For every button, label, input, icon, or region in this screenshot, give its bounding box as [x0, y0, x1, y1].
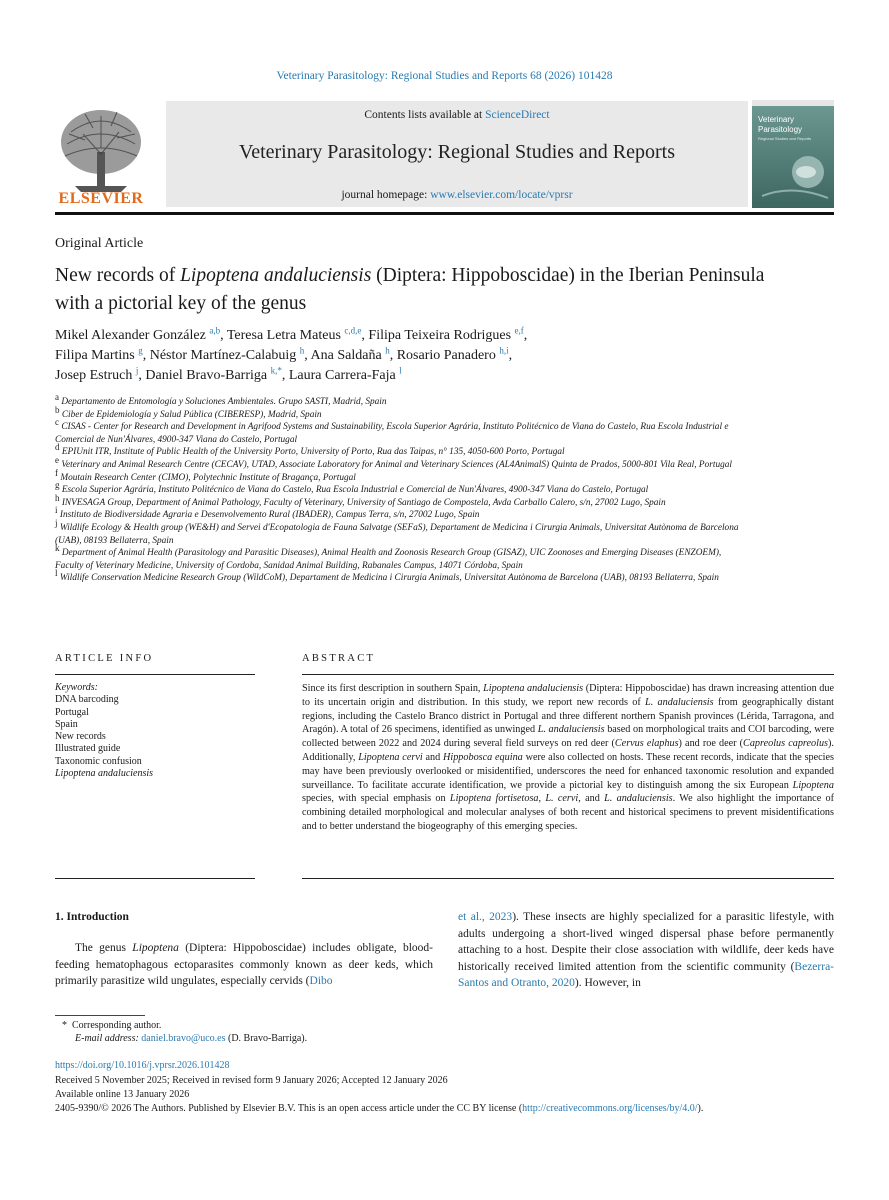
- affiliation: $^k$ Department of Animal Health (Parasitology and Parasitic Diseases), Animal Health and Zoonosis Research Group (GISAZ), UIC Zoonoses and Emerging Diseases (ENZOEM), Faculty of Veterinary Medicine, University of Cordoba, Sanidad Animal Building, Rabanales Campus, 14071 Córdoba, Spain: [55, 543, 722, 571]
- divider: [302, 878, 834, 879]
- author: Daniel Bravo-Barriga: [145, 368, 268, 383]
- affiliation: $^c$ CISAS - Center for Research and Development in Agrifood Systems and Sustainability, Escola Superior Agrária, Instituto Politécnico de Viana do Castelo, Rua Escola Industrial e Comercial de Nun'Álvares, 4900-347 Viana do Castelo, Portugal: [55, 417, 729, 445]
- author-affil-marks[interactable]: g: [138, 345, 143, 356]
- author: Teresa Letra Mateus: [226, 328, 341, 343]
- keyword: Illustrated guide: [55, 743, 121, 755]
- affiliation: $^g$ Escola Superior Agrária, Instituto Politécnico de Viana do Castelo, Rua Escola Industrial e Comercial de Nun'Álvares, 4900-347 Viana do Castelo, Portugal: [55, 480, 649, 496]
- cover-title-1: Veterinary: [758, 115, 795, 124]
- cover-subtitle: Regional Studies and Reports: [758, 136, 812, 141]
- author-affil-marks[interactable]: k,*: [270, 365, 282, 376]
- running-head[interactable]: Veterinary Parasitology: Regional Studies and Reports 68 (2026) 101428: [276, 70, 613, 82]
- body-column-right: [458, 909, 834, 992]
- affiliation: $^d$ EPIUnit ITR, Institute of Public Health of the University Porto, University of Porto, Rua das Taipas, n° 135, 4050-600 Porto, Portugal: [55, 442, 565, 458]
- author-affil-marks[interactable]: h,i: [499, 345, 509, 356]
- email-line: E-mail address: daniel.bravo@uco.es (D. Bravo-Barriga).: [75, 1033, 308, 1044]
- affiliation: $^i$ Instituto de Biodiversidade Agraria e Desenvolvemento Rural (IBADER), Campus Terra, s/n, 27002 Lugo, Spain: [55, 505, 480, 521]
- abstract-text: Since its first description in southern Spain, Lipoptena andaluciensis (Diptera: Hippoboscidae) has drawn increasing attention due to its uncertain origin and distribution. In this study, we report new records of L. andaluciensis from geographically distant regions, including the Castelo Branco district in Portugal and three different northern Spanish provinces (Lérida, Tarragona, and Aragón). A total of 26 specimens, identified as unwinged L. andaluciensis based on morphological traits and COI barcoding, were collected between 2022 and 2024 during several field surveys on red deer (Cervus elaphus) and roe deer (Capreolus capreolus). Additionally, Lipoptena cervi and Hippobosca equina were also collected on hosts. These recent records, indicate that the species may have been previously overlooked or misidentified, underscores the need for enhanced taxonomic resolution and expanded surveillance. To facilitate accurate identification, we provide a pictorial key to distinguish among the six European Lipoptena species, with special emphasis on Lipoptena fortisetosa, L. cervi, and L. andaluciensis. We also highlight the importance of combining detailed morphological and molecular analyses of both recent and historical specimens to prevent misidentifications and to better understand the biogeography of this emerging species.: [302, 683, 834, 832]
- affiliation: $^j$ Wildlife Ecology & Health group (WE&H) and Servei d'Ecopatologia de Fauna Salvatge (SEFaS), Departament de Medicina i Cirurgia Animals, Universitat Autònoma de Barcelona (UAB), 08193 Bellaterra, Spain: [55, 517, 739, 546]
- author-affil-marks[interactable]: e,f: [514, 325, 524, 336]
- keyword: New records: [55, 731, 106, 743]
- sciencedirect-link[interactable]: ScienceDirect: [485, 109, 550, 121]
- doi-link[interactable]: https://doi.org/10.1016/j.vprsr.2026.101428: [55, 1060, 230, 1071]
- author: Rosario Panadero: [396, 348, 496, 363]
- abstract-heading: ABSTRACT: [302, 653, 376, 664]
- cover-title-2: Parasitology: [758, 125, 803, 134]
- journal-title: Veterinary Parasitology: Regional Studies and Reports: [238, 141, 676, 163]
- author: Ana Saldaña: [310, 348, 382, 363]
- divider: [302, 674, 834, 675]
- divider: [55, 674, 255, 675]
- author: Filipa Teixeira Rodrigues: [368, 328, 512, 343]
- affiliation: $^f$ Moutain Research Center (CIMO), Polytechnic Institute of Bragança, Portugal: [55, 467, 356, 483]
- article-info-heading: ARTICLE INFO: [55, 653, 154, 664]
- article-dates: Received 5 November 2025; Received in revised form 9 January 2026; Accepted 12 January 2026: [55, 1075, 448, 1086]
- publisher-name: ELSEVIER: [58, 190, 144, 207]
- affiliation: $^b$ Ciber de Epidemiología y Salud Pública (CIBERESP), Madrid, Spain: [55, 404, 322, 420]
- section-heading-introduction: 1. Introduction: [55, 911, 129, 923]
- keyword: DNA barcoding: [55, 694, 119, 706]
- keyword: Taxonomic confusion: [55, 755, 142, 767]
- affiliations: [55, 391, 745, 585]
- affiliation: $^h$ INVESAGA Group, Department of Animal Pathology, Faculty of Veterinary, University of Santiago de Compostela, Avda Carballo Calero, s/n, 27002 Lugo, Spain: [55, 492, 666, 508]
- journal-header: [166, 101, 748, 207]
- paragraph: The genus Lipoptena (Diptera: Hippoboscidae) includes obligate, blood-feeding hematophagous ectoparasites commonly known as deer keds, which primarily parasitize wild ungulates, especially cervids (Dibo: [55, 942, 433, 987]
- license-link[interactable]: http://creativecommons.org/licenses/by/4.0/: [522, 1103, 698, 1114]
- article-type: Original Article: [55, 236, 144, 251]
- keywords-label: Keywords:: [55, 682, 98, 693]
- paragraph: et al., 2023). These insects are highly specialized for a parasitic lifestyle, with adults undergoing a short-lived winged dispersal phase before permanently attaching to a host. Despite their close association with wildlife, deer keds have historically received limited attention from the scientific community (Bezerra-Santos and Otranto, 2020). However, in: [458, 911, 834, 989]
- homepage-line: journal homepage: www.elsevier.com/locate/vprsr: [341, 189, 573, 201]
- keyword: Portugal: [55, 706, 89, 718]
- author-affil-marks[interactable]: l: [399, 365, 402, 376]
- footnote-rule: [55, 1015, 145, 1016]
- citation-link[interactable]: Bezerra-Santos and Otranto, 2020: [458, 960, 834, 989]
- citation-link[interactable]: et al., 2023: [458, 911, 513, 923]
- online-date: Available online 13 January 2026: [55, 1089, 190, 1100]
- header-rule: [55, 212, 834, 215]
- journal-cover-image[interactable]: [752, 100, 834, 208]
- keyword: Lipoptena andaluciensis: [55, 768, 154, 780]
- email-link[interactable]: daniel.bravo@uco.es: [141, 1033, 226, 1044]
- license-line: 2405-9390/© 2026 The Authors. Published by Elsevier B.V. This is an open access article under the CC BY license (http://creativecommons.org/licenses/by/4.0/).: [55, 1103, 704, 1114]
- author: Josep Estruch: [55, 368, 133, 383]
- journal-homepage-link[interactable]: www.elsevier.com/locate/vprsr: [430, 189, 573, 201]
- keywords: [55, 682, 255, 780]
- article-title: New records of Lipoptena andaluciensis (Diptera: Hippoboscidae) in the Iberian Peninsula with a pictorial key of the genus: [55, 265, 765, 314]
- body-column-left: [55, 940, 433, 990]
- author-affil-marks[interactable]: c,d,e: [344, 325, 362, 336]
- affiliation: $^l$ Wildlife Conservation Medicine Research Group (WildCoM), Departament de Medicina i Cirurgia Animals, Universitat Autònoma de Barcelona (UAB), 08193 Bellaterra, Spain: [55, 568, 719, 584]
- author-affil-marks[interactable]: j: [135, 365, 139, 376]
- author-affil-marks[interactable]: h: [299, 345, 305, 356]
- citation-link[interactable]: Dibo: [309, 975, 333, 987]
- author-affil-marks[interactable]: h: [385, 345, 390, 356]
- affiliation: $^a$ Departamento de Entomología y Soluciones Ambientales. Grupo SASTI, Madrid, Spain: [55, 391, 387, 407]
- author: Filipa Martins: [55, 348, 135, 363]
- contents-line: Contents lists available at ScienceDirect: [364, 109, 550, 121]
- author-list: Mikel Alexander González $^{a,b}$, Teresa Letra Mateus $^{c,d,e}$, Filipa Teixeira Rodrigues $^{e,f}$, Filipa Martins $^g$, Néstor Martínez-Calabuig $^h$, Ana Saldaña $^h$, Rosario Panadero $^{h,i}$, Josep Estruch $^j$, Daniel Bravo-Barriga $^{k,*}$, Laura Carrera-Faja $^l$: [55, 325, 528, 383]
- corresponding-author-note: * Corresponding author.: [62, 1020, 162, 1031]
- author: Mikel Alexander González: [55, 328, 206, 343]
- divider: [55, 878, 255, 879]
- affiliation: $^e$ Veterinary and Animal Research Centre (CECAV), UTAD, Associate Laboratory for Animal and Veterinary Sciences (AL4AnimalS) Quinta de Prados, 5000-801 Vila Real, Portugal: [55, 454, 732, 470]
- keyword: Spain: [55, 718, 78, 730]
- author: Néstor Martínez-Calabuig: [149, 348, 297, 363]
- author-affil-marks[interactable]: a,b: [209, 325, 221, 336]
- author: Laura Carrera-Faja: [288, 368, 396, 383]
